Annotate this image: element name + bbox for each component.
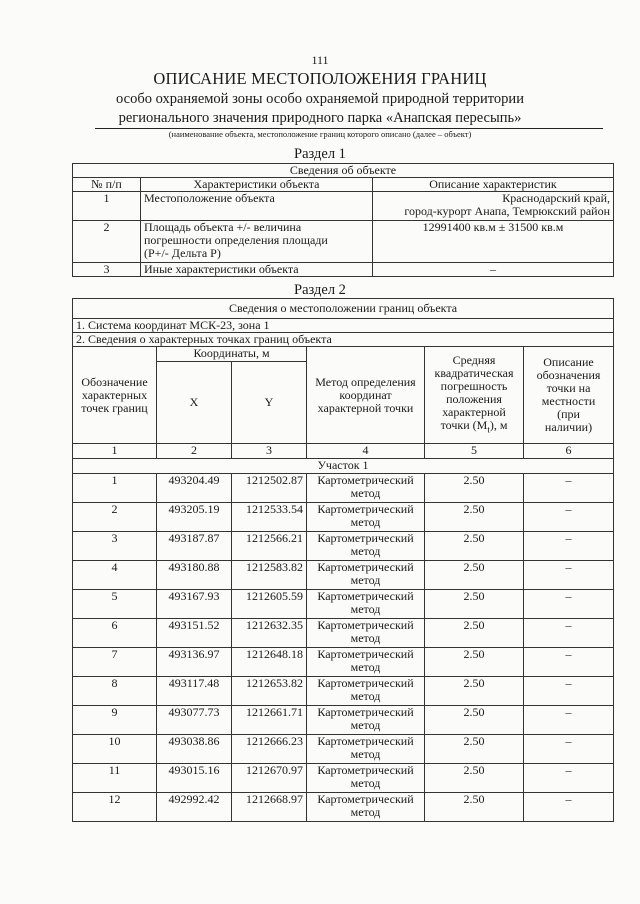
row-name-line: Площадь объекта +/- величина: [144, 220, 302, 234]
point-id: 9: [73, 706, 157, 735]
table-row: [73, 764, 614, 793]
point-description: –: [524, 793, 614, 822]
point-y: 1212653.82: [232, 677, 307, 706]
header-error-text: ), м: [489, 417, 508, 432]
point-method: [307, 677, 425, 706]
row-num: 2: [73, 221, 141, 263]
points-section-title: 2. Сведения о характерных точках границ объекта: [73, 333, 614, 347]
point-method-line: Картометрический: [317, 705, 414, 719]
point-error: 2.50: [425, 590, 524, 619]
boundary-points-table: [72, 298, 614, 822]
row-value: [373, 192, 614, 221]
point-method: [307, 532, 425, 561]
document-title: ОПИСАНИЕ МЕСТОПОЛОЖЕНИЯ ГРАНИЦ: [153, 69, 487, 88]
point-method: [307, 793, 425, 822]
table-row: [73, 793, 614, 822]
point-method-line: метод: [350, 486, 381, 500]
header-desc-line: (при: [557, 407, 580, 421]
coord-system-row: 1. Система координат МСК-23, зона 1: [73, 319, 614, 333]
object-info-row: [73, 221, 614, 263]
row-name: Иные характеристики объекта: [141, 263, 373, 277]
column-number-row: [73, 444, 614, 459]
boundary-table-title: Сведения о местоположении границ объекта: [73, 299, 614, 319]
column-number: 3: [232, 444, 307, 459]
row-name-line: (P+/- Дельта P): [144, 246, 221, 260]
point-method-line: метод: [350, 515, 381, 529]
column-number: 6: [524, 444, 614, 459]
row-value-line: город-курорт Анапа, Темрюкский район: [404, 204, 610, 218]
column-number: 2: [157, 444, 232, 459]
header-method-line: Метод определения: [315, 374, 416, 389]
header-desc-line: Описание: [543, 355, 594, 369]
point-x: 493077.73: [157, 706, 232, 735]
point-y: 1212605.59: [232, 590, 307, 619]
header-designation-line: характерных: [81, 387, 148, 402]
header-error: [425, 347, 524, 444]
header-desc-line: местности: [541, 394, 596, 408]
table-row: [73, 735, 614, 764]
point-id: 1: [73, 474, 157, 503]
header-method-line: характерной точки: [317, 400, 414, 415]
point-method-line: Картометрический: [317, 676, 414, 690]
column-number: 5: [425, 444, 524, 459]
header-error-line: погрешность: [440, 378, 508, 393]
point-method-line: Картометрический: [317, 589, 414, 603]
table-row: [73, 532, 614, 561]
point-x: 493187.87: [157, 532, 232, 561]
point-x: 493117.48: [157, 677, 232, 706]
header-desc-line: обозначения: [536, 368, 601, 382]
point-id: 6: [73, 619, 157, 648]
point-error: 2.50: [425, 706, 524, 735]
column-number: 1: [73, 444, 157, 459]
table-row: [73, 648, 614, 677]
point-id: 4: [73, 561, 157, 590]
header-error-line: квадратическая: [434, 365, 514, 380]
point-x: 493167.93: [157, 590, 232, 619]
point-error: 2.50: [425, 793, 524, 822]
point-y: 1212533.54: [232, 503, 307, 532]
header-method: [307, 347, 425, 444]
point-id: 11: [73, 764, 157, 793]
header-x: X: [157, 362, 232, 444]
point-method-line: метод: [350, 718, 381, 732]
point-method-line: Картометрический: [317, 792, 414, 806]
header-error-line: положения: [446, 391, 502, 406]
point-x: 492992.42: [157, 793, 232, 822]
point-x: 493205.19: [157, 503, 232, 532]
table-row: [73, 677, 614, 706]
header-method-line: координат: [339, 387, 392, 402]
point-method: [307, 619, 425, 648]
plot-label: Участок 1: [73, 459, 614, 474]
point-error: 2.50: [425, 619, 524, 648]
point-description: –: [524, 735, 614, 764]
object-info-table-title: Сведения об объекте: [73, 164, 614, 178]
table-row: [73, 503, 614, 532]
point-description: –: [524, 503, 614, 532]
point-error: 2.50: [425, 735, 524, 764]
header-designation-line: точек границ: [81, 400, 148, 415]
point-error: 2.50: [425, 648, 524, 677]
point-method-line: Картометрический: [317, 531, 414, 545]
row-value: 12991400 кв.м ± 31500 кв.м: [373, 221, 614, 263]
point-error: 2.50: [425, 532, 524, 561]
header-error-line: [428, 419, 520, 436]
point-method-line: Картометрический: [317, 763, 414, 777]
point-method: [307, 590, 425, 619]
header-desc-line: точки на: [546, 381, 591, 395]
point-error: 2.50: [425, 561, 524, 590]
point-method: [307, 735, 425, 764]
point-method: [307, 764, 425, 793]
point-id: 2: [73, 503, 157, 532]
header-description: Описание характеристик: [373, 178, 614, 192]
point-error: 2.50: [425, 503, 524, 532]
point-method-line: Картометрический: [317, 618, 414, 632]
point-method-line: Картометрический: [317, 473, 414, 487]
point-method-line: Картометрический: [317, 647, 414, 661]
point-method: [307, 706, 425, 735]
point-id: 12: [73, 793, 157, 822]
point-x: 493151.52: [157, 619, 232, 648]
point-method-line: метод: [350, 602, 381, 616]
row-name: [141, 221, 373, 263]
row-name: Местоположение объекта: [141, 192, 373, 221]
header-point-description: [524, 347, 614, 444]
point-method-line: метод: [350, 776, 381, 790]
point-description: –: [524, 764, 614, 793]
table-row: [73, 619, 614, 648]
point-x: 493204.49: [157, 474, 232, 503]
point-method-line: метод: [350, 689, 381, 703]
point-method-line: метод: [350, 631, 381, 645]
section1-heading: Раздел 1: [294, 146, 346, 162]
document-subtitle-line2: регионального значения природного парка «Анапская пересыпь»: [118, 110, 522, 126]
point-y: 1212661.71: [232, 706, 307, 735]
row-num: 1: [73, 192, 141, 221]
point-method: [307, 561, 425, 590]
object-info-row: [73, 263, 614, 277]
point-description: –: [524, 532, 614, 561]
header-designation-line: Обозначение: [81, 374, 148, 389]
header-y: Y: [232, 362, 307, 444]
table-row: [73, 590, 614, 619]
table-row: [73, 561, 614, 590]
point-method-line: метод: [350, 747, 381, 761]
point-description: –: [524, 706, 614, 735]
point-method-line: Картометрический: [317, 734, 414, 748]
point-id: 10: [73, 735, 157, 764]
header-desc-line: наличии): [544, 420, 593, 434]
table-row: [73, 474, 614, 503]
point-x: 493015.16: [157, 764, 232, 793]
point-y: 1212668.97: [232, 793, 307, 822]
header-error-line: характерной: [442, 404, 506, 419]
row-value: –: [373, 263, 614, 277]
header-designation: [73, 347, 157, 444]
point-method-line: метод: [350, 660, 381, 674]
point-error: 2.50: [425, 474, 524, 503]
table-row: [73, 706, 614, 735]
point-y: 1212566.21: [232, 532, 307, 561]
object-info-row: [73, 192, 614, 221]
header-error-subscript: t: [487, 424, 490, 435]
point-y: 1212502.87: [232, 474, 307, 503]
header-num: № п/п: [73, 178, 141, 192]
point-method: [307, 503, 425, 532]
point-method: [307, 648, 425, 677]
point-y: 1212583.82: [232, 561, 307, 590]
point-method-line: метод: [350, 544, 381, 558]
point-method-line: метод: [350, 805, 381, 819]
column-number: 4: [307, 444, 425, 459]
row-name-line: погрешности определения площади: [144, 233, 328, 247]
point-description: –: [524, 648, 614, 677]
point-y: 1212670.97: [232, 764, 307, 793]
header-characteristics: Характеристики объекта: [141, 178, 373, 192]
point-description: –: [524, 474, 614, 503]
object-info-table: [72, 163, 614, 277]
document-subtitle-line1: особо охраняемой зоны особо охраняемой природной территории: [116, 91, 524, 107]
point-error: 2.50: [425, 764, 524, 793]
point-method: [307, 474, 425, 503]
point-y: 1212666.23: [232, 735, 307, 764]
row-value-line: Краснодарский край,: [502, 191, 610, 205]
point-description: –: [524, 561, 614, 590]
point-x: 493136.97: [157, 648, 232, 677]
point-id: 7: [73, 648, 157, 677]
point-description: –: [524, 677, 614, 706]
point-method-line: метод: [350, 573, 381, 587]
point-id: 8: [73, 677, 157, 706]
point-description: –: [524, 590, 614, 619]
point-id: 5: [73, 590, 157, 619]
point-error: 2.50: [425, 677, 524, 706]
subtitle-caption: (наименование объекта, местоположение границ которого описано (далее – объект): [168, 129, 472, 139]
header-error-line: Средняя: [452, 352, 496, 367]
point-method-line: Картометрический: [317, 560, 414, 574]
point-x: 493038.86: [157, 735, 232, 764]
point-method-line: Картометрический: [317, 502, 414, 516]
point-description: –: [524, 619, 614, 648]
row-num: 3: [73, 263, 141, 277]
point-rows: [73, 474, 614, 822]
point-id: 3: [73, 532, 157, 561]
page-number: 111: [311, 53, 329, 67]
object-info-header-row: [73, 178, 614, 192]
point-y: 1212632.35: [232, 619, 307, 648]
section2-heading: Раздел 2: [294, 282, 346, 298]
header-error-text: точки (M: [440, 417, 488, 432]
point-y: 1212648.18: [232, 648, 307, 677]
header-coordinates: Координаты, м: [157, 347, 307, 362]
point-x: 493180.88: [157, 561, 232, 590]
